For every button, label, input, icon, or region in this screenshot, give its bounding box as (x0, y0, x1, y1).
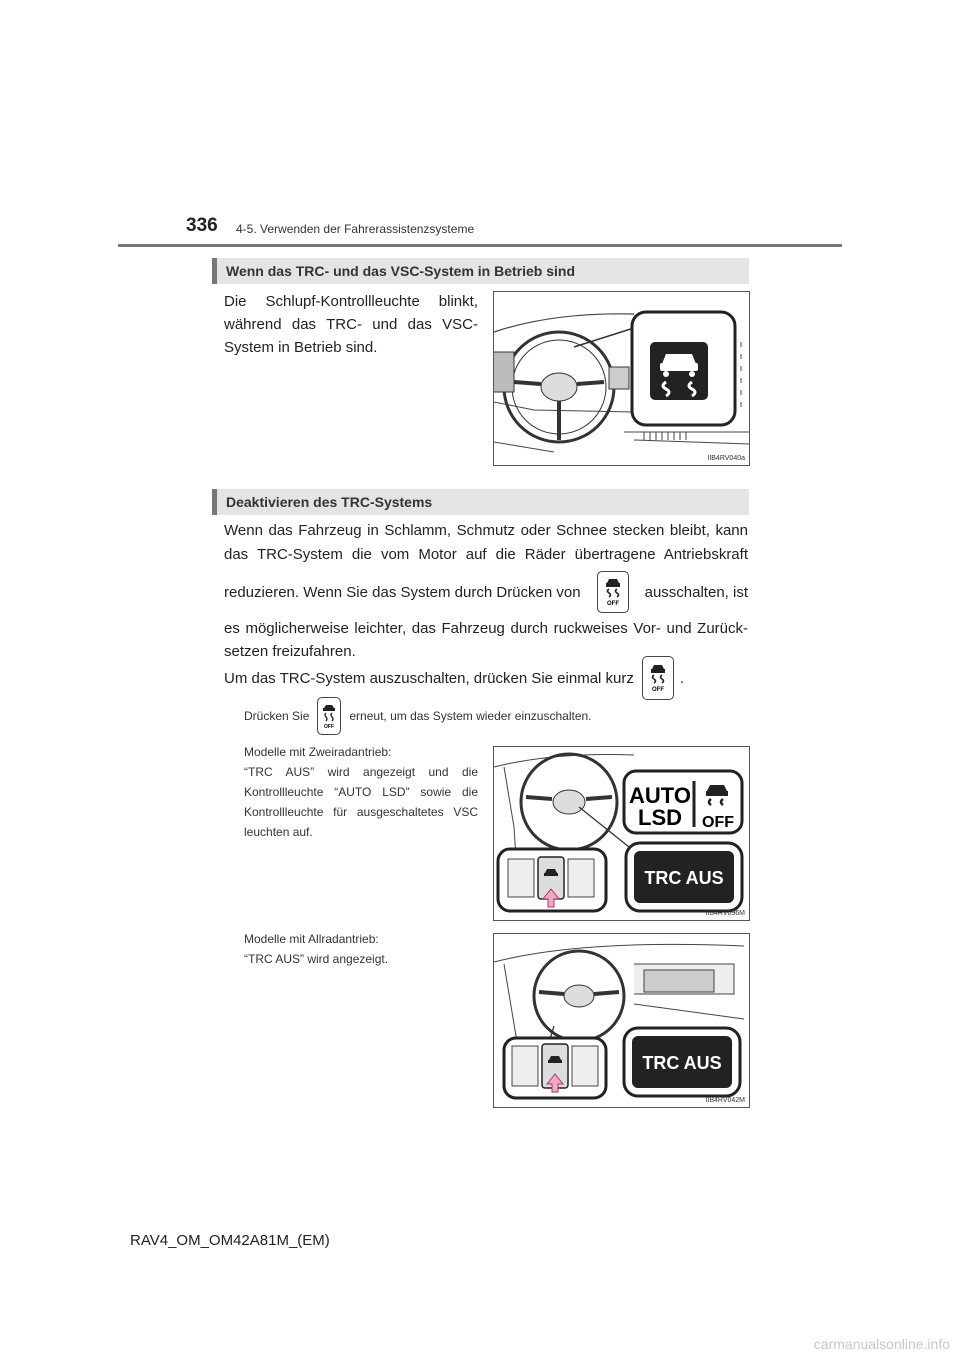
p1-line3 (224, 572, 748, 612)
p2 (224, 656, 748, 700)
header-rule (118, 244, 842, 247)
p2-text: Um das TRC-System auszuschalten, drücken Sie einmal kurz (224, 669, 634, 687)
p1-line2: das TRC-System die vom Motor auf die Räder übertragene Antriebskraft (224, 546, 748, 563)
lsd-label: LSD (638, 805, 682, 830)
two-wd-heading: Modelle mit Zweiradantrieb: (244, 745, 392, 759)
figure-2wd-trc-off (493, 746, 750, 921)
trc-aus-display: TRC AUS (642, 1053, 722, 1073)
section-heading-trc-vsc (212, 258, 749, 284)
section-title: Wenn das TRC- und das VSC-System in Betrieb sind (226, 263, 576, 279)
chapter-title: 4-5. Verwenden der Fahrerassistenzsysteme (236, 222, 475, 236)
p3-start: Drücken Sie (244, 709, 310, 723)
four-wd-heading: Modelle mit Allradantrieb: (244, 932, 379, 946)
section-heading-deactivate-trc (212, 489, 749, 515)
p3-end: erneut, um das System wieder einzuschalten. (349, 709, 592, 723)
off-label: OFF (606, 601, 619, 607)
p1-line4: es möglicherweise leichter, das Fahrzeug durch ruckweises Vor- und Zurück- (224, 620, 748, 637)
off-label: OFF (324, 724, 335, 730)
off-label: OFF (702, 814, 734, 831)
trc-aus-display: TRC AUS (644, 868, 724, 888)
section1-text: Die Schlupf-Kontrollleuchte blinkt, während das TRC- und das VSC-System in Betrieb sind. (224, 293, 478, 356)
p1-line1: Wenn das Fahrzeug in Schlamm, Schmutz oder Schnee stecken bleibt, kann (224, 522, 748, 539)
figure-code: IIB4RV096M (705, 910, 745, 917)
two-wd-text: “TRC AUS” wird angezeigt und die Kontrollleuchte “AUTO LSD” sowie die Kontrollleuchte für ausgeschaltetes VSC leuchten auf. (244, 765, 478, 839)
p2-end: . (679, 669, 685, 687)
trc-off-button-icon (642, 656, 674, 700)
p1-line3-start: reduzieren. Wenn Sie das System durch Drücken von (224, 583, 581, 601)
watermark: carmanualsonline.info (813, 1336, 950, 1352)
p1-line3-end: ausschalten, ist (644, 583, 748, 601)
figure-code: IIB4RV040a (707, 455, 745, 462)
off-label: OFF (651, 687, 664, 693)
trc-off-button-icon (317, 697, 341, 735)
four-wd-text: “TRC AUS” wird angezeigt. (244, 952, 389, 966)
p1-line5: setzen freizufahren. (224, 643, 356, 660)
p3 (244, 697, 748, 735)
page-number: 336 (186, 215, 218, 236)
figure-slip-indicator (493, 291, 750, 466)
figure-code: IIB4RV042M (705, 1097, 745, 1104)
figure-4wd-trc-off (493, 933, 750, 1108)
trc-off-button-icon (597, 571, 629, 613)
section-title: Deaktivieren des TRC-Systems (226, 494, 433, 510)
document-code: RAV4_OM_OM42A81M_(EM) (130, 1232, 330, 1249)
auto-label: AUTO (629, 783, 691, 808)
